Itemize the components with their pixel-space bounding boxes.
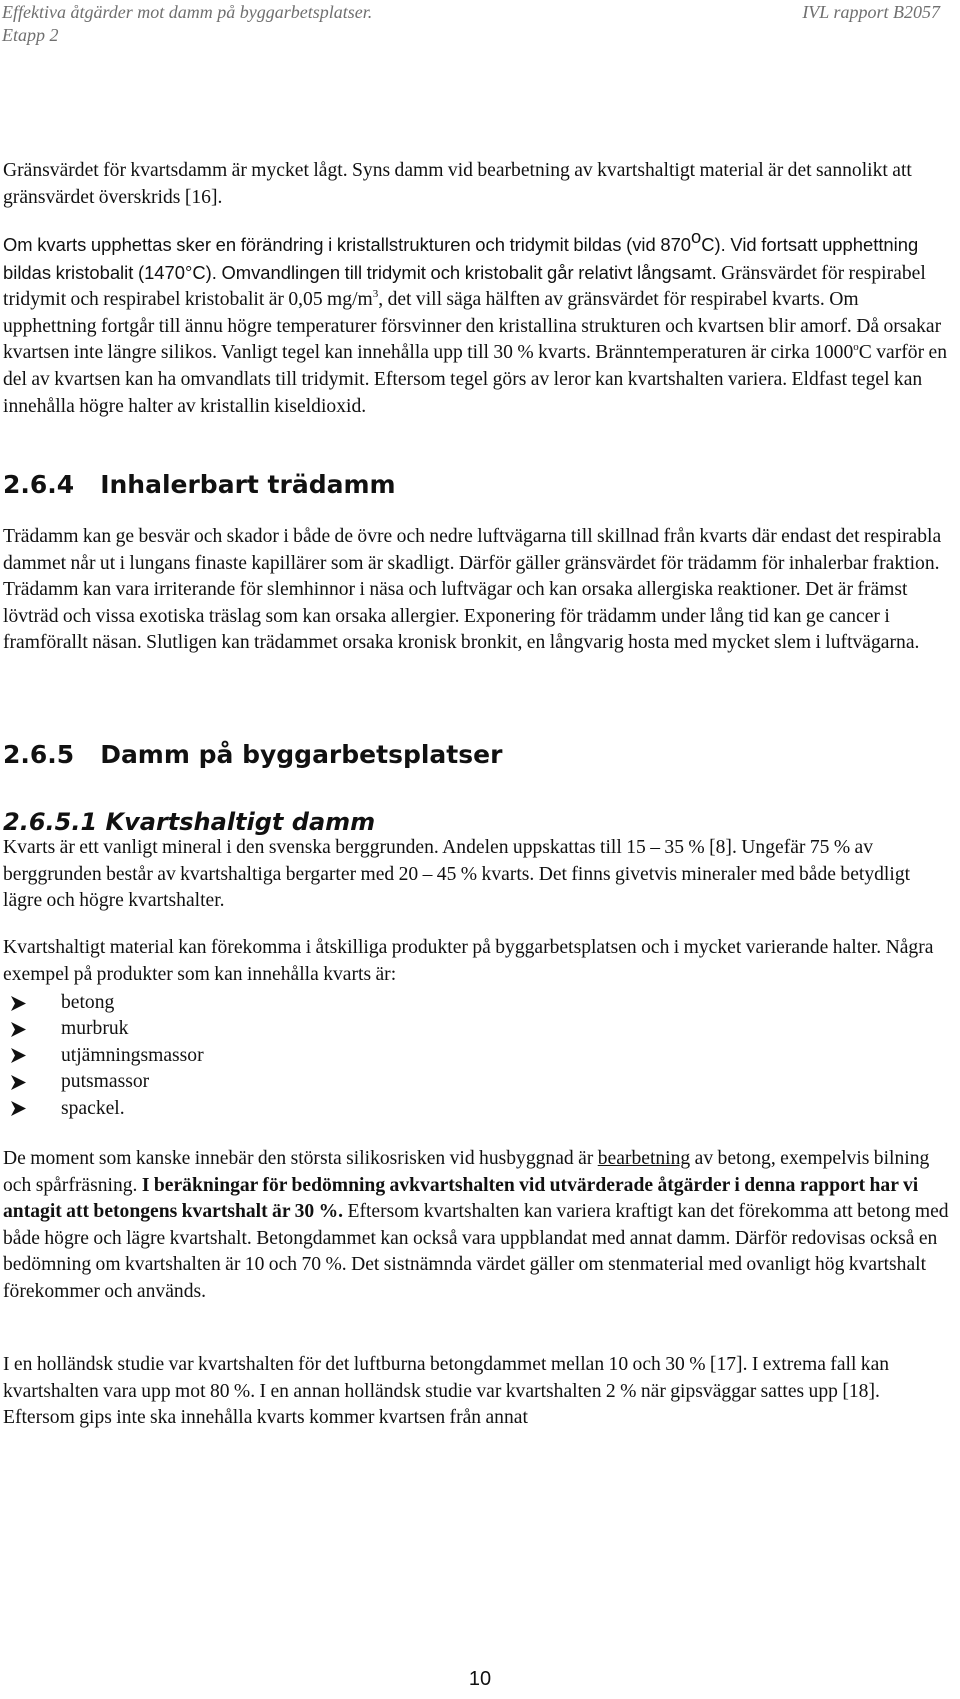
degree-sup-1: o bbox=[691, 226, 702, 247]
paragraph-wood-dust: Trädamm kan ge besvär och skador i både de övre och nedre luftvägarna till skillnad från kvarts där endast det respirabla dammet når ut i lungans finaste kapillärer som är skadligt. Därför gäller gränsvärdet för trädamm för inhalerbar fraktion. Trädamm kan vara irriterande för slemhinnor i näsa och luftvägar och kan orsaka allergiska reaktioner. Det är främst lövträd och vissa exotiska träslag som kan orsaka allergier. Exponering för trädamm under lång tid kan ge cancer i framförallt näsan. Slutligen kan trädammet orsaka kronisk bronkit, en långvarig hosta med mycket slem i luftvägarna. bbox=[3, 526, 942, 654]
risk-text-b: av betong, exempelvis bilning och spårfräsning. bbox=[3, 1148, 930, 1196]
cubic-sup: 3 bbox=[372, 288, 379, 301]
heading-title: Damm på byggarbetsplatser bbox=[100, 740, 503, 769]
arrow-bullet-icon bbox=[10, 1047, 27, 1064]
arrow-bullet-icon bbox=[10, 1100, 27, 1117]
heading-number: 2.6.5 bbox=[3, 740, 75, 769]
list-item bbox=[10, 1016, 204, 1042]
page-number: 10 bbox=[468, 1668, 492, 1690]
heading-number: 2.6.4 bbox=[3, 470, 75, 499]
heating-text-a: Om kvarts upphettas sker en förändring i kristallstrukturen och tridymit bildas (vid 870 bbox=[3, 234, 692, 255]
arrow-bullet-icon bbox=[10, 1074, 27, 1091]
arrow-bullet-icon bbox=[10, 995, 27, 1012]
heating-text-c: Gränsvärdet för respirabel tridymit och respirabel kristobalit är 0,05 mg/m bbox=[3, 262, 926, 311]
list-item-label: murbruk bbox=[61, 1018, 129, 1040]
list-item bbox=[10, 1043, 204, 1069]
list-item-label: putsmassor bbox=[61, 1071, 150, 1093]
list-item-label: spackel. bbox=[61, 1097, 125, 1119]
list-item bbox=[10, 1069, 204, 1095]
list-item-label: utjämningsmassor bbox=[61, 1044, 204, 1066]
heating-text-b: C). Vid fortsatt upphettning bildas kristobalit (1470°C). Omvandlingen till tridymit och kristobalit går relativt långsamt. bbox=[3, 234, 919, 283]
heading-2-6-5-1 bbox=[3, 808, 375, 836]
report-title bbox=[2, 1, 372, 47]
heading-2-6-5 bbox=[3, 740, 502, 769]
degree-sup-2: o bbox=[853, 341, 859, 354]
heading-title: Kvartshaltigt damm bbox=[105, 808, 376, 836]
paragraph-heating bbox=[3, 226, 951, 420]
heading-2-6-4 bbox=[3, 470, 396, 499]
risk-text-c: Eftersom kvartshalten kan variera kraftigt kan det förekomma att betong med både högre och lägre kvartshalt. Betongdammet kan också vara uppblandat med annat damm. Därför redovisas också en bedömning om kvartshalten är 10 och 70 %. Det sistnämnda värdet gäller om stenmaterial med ovanligt hög kvartshalt förekommer och används. bbox=[3, 1201, 949, 1302]
heading-title: Inhalerbart trädamm bbox=[100, 470, 396, 499]
risk-text-bold: I beräkningar för bedömning avkvartshalten vid utvärderade åtgärder i denna rapport har vi antagit att betongens kvartshalt är 30 %. bbox=[3, 1174, 919, 1223]
list-item-label: betong bbox=[61, 992, 115, 1013]
heating-text-e: C varför en del av kvartsen kan ha omvandlats till tridymit. Eftersom tegel görs av leror kan kvartshalten variera. Eldfast tegel kan innehålla högre halter av kristallin kiseldioxid. bbox=[3, 342, 947, 417]
paragraph-quartz-products: Kvartshaltigt material kan förekomma i åtskilliga produkter på byggarbetsplatsen och i mycket varierande halter. Några exempel på produkter som kan innehålla kvarts är: bbox=[3, 937, 934, 985]
product-list bbox=[10, 990, 204, 1122]
risk-text-a: De moment som kanske innebär den största silikosrisken vid husbyggnad är bbox=[3, 1148, 598, 1169]
report-title-line-2: Etapp 2 bbox=[2, 25, 59, 45]
list-item bbox=[10, 1096, 204, 1122]
heating-text-d: , det vill säga hälften av gränsvärdet för respirabel kvarts. Om upphettning fortgår till ännu högre temperaturer försvinner den kristallina strukturen och kvartsen blir amorf. Då orsakar kvartsen inte längre silikos. Vanligt tegel kan innehålla upp till 30 % kvarts. Bränntemperaturen är cirka 1000 bbox=[3, 289, 942, 364]
paragraph-dutch-study: I en holländsk studie var kvartshalten för det luftburna betongdammet mellan 10 och 30 % [17]. I extrema fall kan kvartshalten vara upp mot 80 %. I en annan holländsk studie var kvartshalten 2 % när gipsväggar sattes upp [18]. Eftersom gips inte ska innehålla kvarts kommer kvartsen från annat bbox=[3, 1354, 890, 1429]
paragraph-quartz-mineral: Kvarts är ett vanligt mineral i den svenska berggrunden. Andelen uppskattas till 15 – 35 % [8]. Ungefär 75 % av berggrunden består av kvartshaltiga bergarter med 20 – 45 % kvarts. Det finns givetvis mineraler med både betydligt lägre och högre kvartshalter. bbox=[3, 837, 911, 912]
heading-number: 2.6.5.1 bbox=[3, 808, 98, 836]
arrow-bullet-icon bbox=[10, 1021, 27, 1038]
list-item bbox=[10, 990, 204, 1016]
paragraph-silicosis-risk bbox=[3, 1146, 951, 1306]
bearbetning-link: bearbetning bbox=[597, 1148, 691, 1169]
page-header bbox=[0, 0, 960, 60]
report-title-line-1: Effektiva åtgärder mot damm på byggarbetsplatser. bbox=[2, 2, 373, 22]
report-id: IVL rapport B2057 bbox=[802, 2, 940, 22]
paragraph-quartz-limit: Gränsvärdet för kvartsdamm är mycket lågt. Syns damm vid bearbetning av kvartshaltigt material är det sannolikt att gränsvärdet överskrids [16]. bbox=[3, 160, 912, 208]
